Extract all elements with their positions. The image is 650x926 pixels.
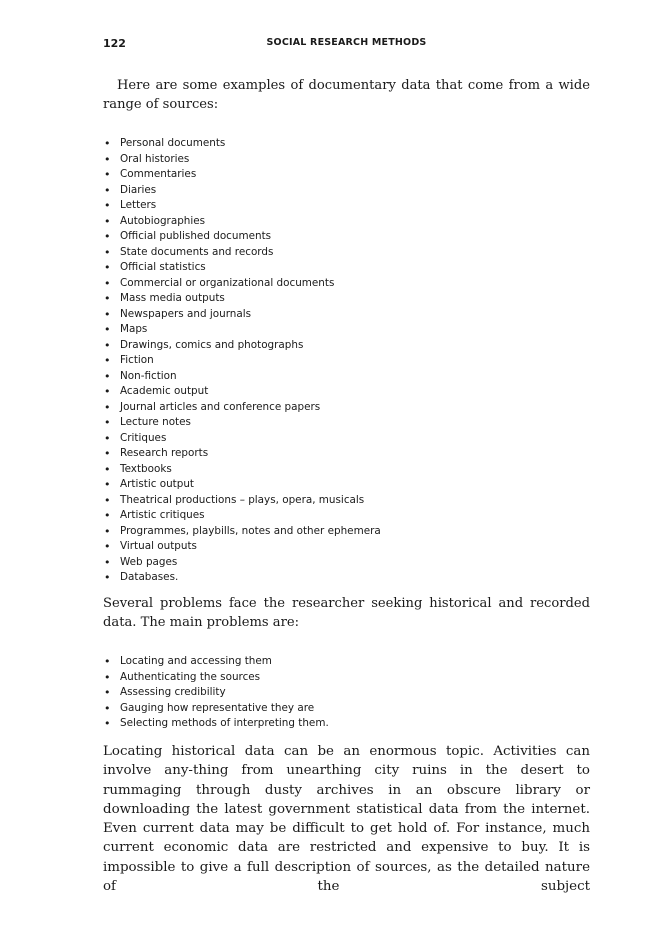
list-item-text: Artistic critiques [120,509,205,521]
bullet-icon: • [104,137,111,150]
list-item [103,338,590,354]
bullet-icon: • [104,493,111,507]
bullet-icon: • [104,400,111,414]
list-item-text: Academic output [120,385,209,397]
list-item [103,508,590,524]
list-item-text: Artistic output [120,478,195,490]
bullet-icon: • [104,261,111,274]
problems-list [103,654,590,732]
list-item [103,260,590,276]
bullet-icon: • [104,385,111,398]
bullet-icon: • [104,447,111,460]
bullet-icon: • [104,369,111,383]
bullet-icon: • [104,307,111,321]
list-item-text: Newspapers and journals [120,307,252,320]
list-item [103,353,590,369]
list-item-text: Textbooks [120,462,172,475]
list-item [103,183,590,199]
list-item-text: Official statistics [120,261,206,273]
list-item-text: Non-fiction [120,369,177,382]
bullet-icon: • [104,540,111,553]
list-item-text: Oral histories [120,152,190,165]
running-head: SOCIAL RESEARCH METHODS [266,37,427,48]
list-item [103,384,590,400]
bullet-icon: • [104,245,111,259]
list-item-text: Official published documents [120,230,272,242]
list-item-text: Selecting methods of interpreting them. [120,717,329,729]
list-item-text: Web pages [120,555,178,568]
list-item [103,431,590,447]
page-header [103,37,590,53]
list-item-text: Lecture notes [120,416,191,428]
problems-paragraph: Several problems face the researcher seeking historical and recorded data. The main problems are: [103,596,590,630]
list-item-text: Research reports [120,447,209,459]
list-item-text: Virtual outputs [120,540,197,552]
list-item [103,136,590,152]
list-item-text: Letters [120,199,157,211]
list-item [103,570,590,586]
list-item-text: Diaries [120,183,157,196]
list-item [103,462,590,478]
list-item [103,654,590,670]
bullet-icon: • [104,431,111,445]
list-item-text: Gauging how representative they are [120,701,315,714]
bullet-icon: • [104,323,111,336]
list-item [103,493,590,509]
bullet-icon: • [104,686,111,699]
bullet-icon: • [104,214,111,228]
bullet-icon: • [104,509,111,522]
list-item [103,524,590,540]
list-item [103,214,590,230]
closing-paragraph: Locating historical data can be an enormous topic. Activities can involve any-thing from unearthing city ruins in the desert to rummaging through dusty archives in an obscure library or downloading the latest government statistical data from the internet. Even current data may be difficult to get hold of. For instance, much current economic data are restricted and expensive to buy. It is impossible to give a full description of sources, as the detailed nature of the subject [103,744,590,895]
list-item [103,446,590,462]
list-item-text: Commentaries [120,168,197,180]
bullet-icon: • [104,701,111,715]
bullet-icon: • [104,655,111,668]
list-item-text: Fiction [120,354,154,366]
list-item [103,477,590,493]
list-item [103,685,590,701]
bullet-icon: • [104,230,111,243]
list-item [103,198,590,214]
list-item-text: Personal documents [120,137,226,149]
list-item [103,245,590,261]
list-item-text: Critiques [120,431,167,444]
bullet-icon: • [104,717,111,730]
bullet-icon: • [104,183,111,197]
bullet-icon: • [104,199,111,212]
bullet-icon: • [104,168,111,181]
bullet-icon: • [104,292,111,305]
bullet-icon: • [104,276,111,290]
bullet-icon: • [104,555,111,569]
list-item-text: Authenticating the sources [120,670,261,683]
bullet-icon: • [104,152,111,166]
sources-list [103,136,590,586]
bullet-icon: • [104,571,111,584]
list-item [103,322,590,338]
list-item [103,539,590,555]
list-item [103,276,590,292]
list-item-text: Autobiographies [120,214,206,227]
list-item-text: Programmes, playbills, notes and other ephemera [120,524,381,537]
list-item [103,701,590,717]
list-item [103,670,590,686]
bullet-icon: • [104,338,111,352]
list-item-text: State documents and records [120,245,274,258]
list-item-text: Theatrical productions – plays, opera, musicals [120,493,365,506]
list-item-text: Assessing credibility [120,686,226,698]
intro-paragraph: Here are some examples of documentary data that come from a wide range of sources: [103,78,590,112]
list-item [103,152,590,168]
list-item [103,167,590,183]
list-item [103,369,590,385]
list-item [103,415,590,431]
list-item-text: Drawings, comics and photographs [120,338,304,351]
bullet-icon: • [104,354,111,367]
bullet-icon: • [104,478,111,491]
list-item-text: Maps [120,323,148,335]
bullet-icon: • [104,670,111,684]
list-item-text: Journal articles and conference papers [120,400,321,413]
page-number: 122 [103,37,126,50]
bullet-icon: • [104,524,111,538]
list-item-text: Commercial or organizational documents [120,276,335,289]
list-item [103,229,590,245]
list-item-text: Locating and accessing them [120,655,272,667]
list-item [103,716,590,732]
list-item-text: Mass media outputs [120,292,225,304]
list-item [103,555,590,571]
list-item [103,291,590,307]
list-item [103,307,590,323]
list-item-text: Databases. [120,571,179,583]
list-item [103,400,590,416]
bullet-icon: • [104,462,111,476]
bullet-icon: • [104,416,111,429]
